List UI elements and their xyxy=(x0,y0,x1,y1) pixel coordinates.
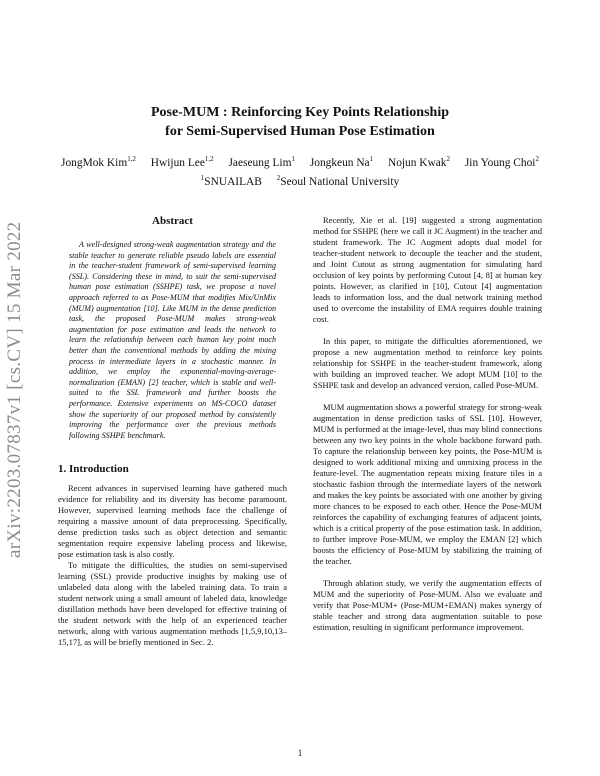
body-paragraph: In this paper, to mitigate the difficulties aforementioned, we propose a new augmentation method to reinforce key points relationship for SSHPE in the teacher-student framework, along with building an improved teacher. We adopt MUM [10] to the SSHPE task and develop an advanced version, called Pose-MUM. xyxy=(313,336,542,390)
author: Jongkeun Na$^1$ xyxy=(309,155,374,169)
body-paragraph: MUM augmentation shows a powerful strategy for strong-weak augmentation in dense prediction tasks of SSL [10]. However, MUM is performed at the image-level, thus may blind connections between any two key points in the whole backbone forward path. To capture the relationship between key points, the Pose-MUM is designed to work additional mixing and unmixing process in the feature-level. The augmentation repeats mixing feature tiles in a stochastic fashion through the intermediate layers of the network and makes the key points be associated with one another by giving more chances to be exposed to each other. Hence the Pose-MUM reinforces the capability of exchanging features of adjacent joints, which is a critical property of the pose estimation task. In addition, to further improve Pose-MUM, we employ the EMAN [2] which boosts the efficiency of Pose-MUM by stabilizing the training of the teacher. xyxy=(313,402,542,566)
paper-title xyxy=(60,103,540,141)
abstract-heading: Abstract xyxy=(152,215,193,227)
page-number: 1 xyxy=(297,748,303,758)
author: Jaeseung Lim$^1$ xyxy=(228,155,295,169)
author: JongMok Kim$^{1,2}$ xyxy=(61,155,136,169)
intro-body xyxy=(58,483,287,648)
affiliation: $^2$Seoul National University xyxy=(276,174,400,188)
author: Nojun Kwak$^2$ xyxy=(387,155,450,169)
affiliation: $^1$SNUAILAB xyxy=(200,174,262,188)
intro-paragraph: To mitigate the difficulties, the studies on semi-supervised learning (SSL) provide productive insights by making use of unlabeled data along with the labeled training data. To train a student network using a small amount of labeled data, knowledge distillation methods have been developed for effective training of the student network with the help of an experienced teacher network, along with various augmentation methods [1,5,9,10,13–15,17], as will be briefly mentioned in Sec. 2. xyxy=(58,560,287,648)
affiliation-list xyxy=(40,175,560,189)
body-paragraph: Recently, Xie et al. [19] suggested a strong augmentation method for SSHPE (here we call it JC Augment) in the teacher and student framework. The JC Augment adopts dual model for teacher-student network to decouple the teacher and the student, and Joint Cutout as strong augmentation for simulating hard occlusion of key points by performing Cutout [4, 8] at human key points. However, as clarified in [10], Cutout [4] augmentation leads to information loss, and the dual network training method used to overcome the instability of EMA requires double training cost. xyxy=(313,215,542,324)
abstract-text: A well-designed strong-weak augmentation strategy and the stable teacher to generate reliable pseudo labels are essential in the teacher-student framework of semi-supervised learning (SSL). Considering these in mind, to suit the semi-supervised human pose estimation (SSHPE) task, we propose a novel approach referred to as Pose-MUM that modifies Mix/UnMix (MUM) augmentation [10]. Like MUM in the dense prediction task, the proposed Pose-MUM makes strong-weak augmentation for pose estimation and leads the network to learn the relationship between each human key point much better than the conventional methods by adding the mixing process in intermediate layers in a stochastic manner. In addition, we employ the exponential-moving-average-normalization (EMAN) [2] teacher, which is stable and well-suited to the SSL framework and further boosts the performance. Extensive experiments on MS-COCO dataset show the superiority of our proposed method by consistently improving the performance over the previous methods following SSHPE benchmark. xyxy=(69,240,276,440)
body-paragraph: Through ablation study, we verify the augmentation effects of MUM and the superiority of Pose-MUM. Also we evaluate and verify that Pose-MUM+ (Pose-MUM+EMAN) makes synergy of stable teacher and strong data augmentation suitable to pose estimation, resulting in significant performance improvement. xyxy=(313,578,542,632)
arxiv-watermark: arXiv:2203.07837v1 [cs.CV] 15 Mar 2022 xyxy=(4,221,25,559)
abstract xyxy=(58,240,287,441)
intro-heading: 1. Introduction xyxy=(58,463,129,476)
title-line-1: Pose-MUM : Reinforcing Key Points Relationship xyxy=(151,105,449,120)
left-column xyxy=(58,215,287,648)
intro-paragraph: Recent advances in supervised learning have gathered much evidence for reliability and its diversity has become paramount. However, supervised learning methods face the challenge of requiring a massive amount of data preprocessing. Specifically, dense prediction tasks such as object detection and semantic segmentation require expensive labeling process and likewise, pose estimation task is also costly. xyxy=(58,483,287,560)
author: Hwijun Lee$^{1,2}$ xyxy=(150,155,214,169)
author-list xyxy=(40,156,560,170)
right-column xyxy=(313,215,542,644)
title-line-2: for Semi-Supervised Human Pose Estimation xyxy=(165,124,435,139)
author: Jin Young Choi$^2$ xyxy=(464,155,539,169)
